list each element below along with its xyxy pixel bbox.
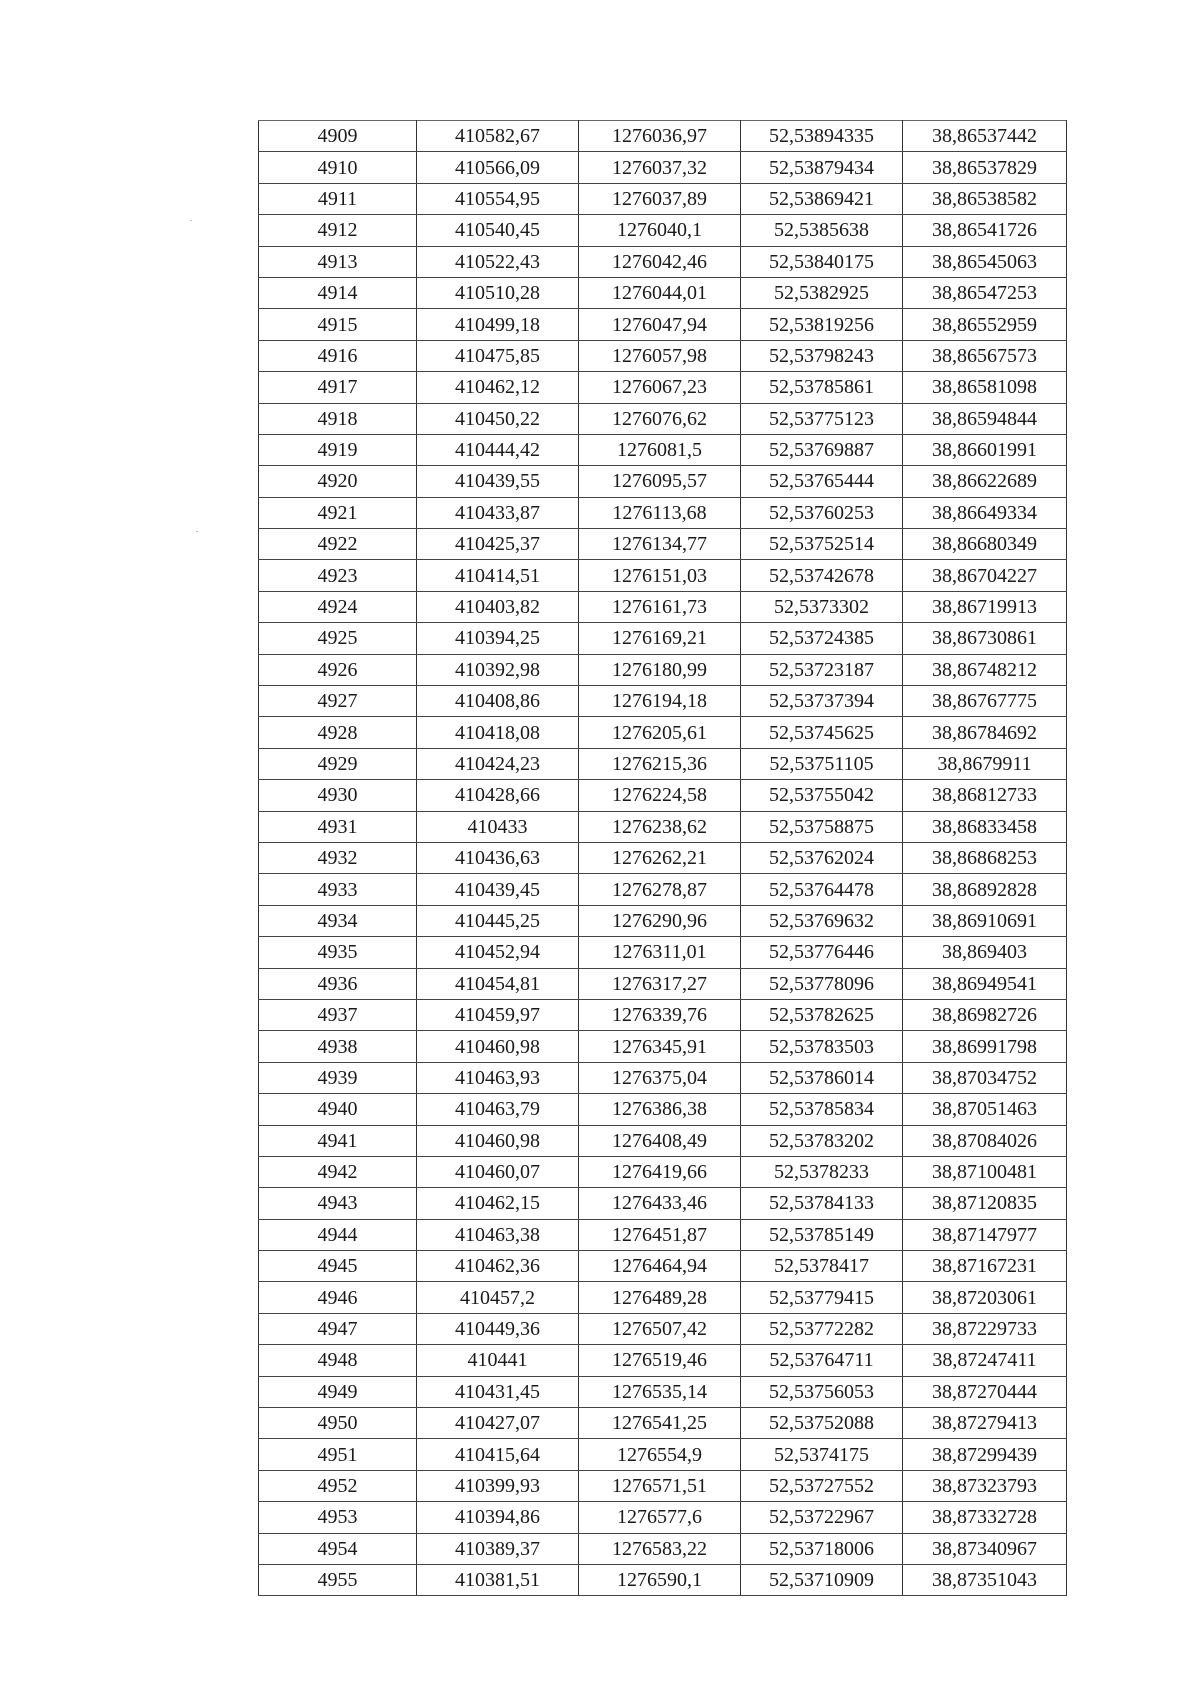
longitude-cell: 38,86719913 — [903, 591, 1067, 622]
latitude-cell: 52,53764478 — [741, 874, 903, 905]
table-row — [259, 686, 1067, 717]
latitude-cell: 52,53783202 — [741, 1125, 903, 1156]
point-number-cell: 4949 — [259, 1376, 417, 1407]
longitude-cell: 38,87147977 — [903, 1219, 1067, 1250]
longitude-cell: 38,87167231 — [903, 1251, 1067, 1282]
point-number-cell: 4939 — [259, 1062, 417, 1093]
latitude-cell: 52,53786014 — [741, 1062, 903, 1093]
table-row — [259, 246, 1067, 277]
x-coordinate-cell: 410463,38 — [417, 1219, 579, 1250]
latitude-cell: 52,53840175 — [741, 246, 903, 277]
y-coordinate-cell: 1276151,03 — [579, 560, 741, 591]
table-row — [259, 905, 1067, 936]
point-number-cell: 4943 — [259, 1188, 417, 1219]
table-row — [259, 717, 1067, 748]
latitude-cell: 52,5378233 — [741, 1156, 903, 1187]
y-coordinate-cell: 1276590,1 — [579, 1564, 741, 1595]
x-coordinate-cell: 410425,37 — [417, 529, 579, 560]
y-coordinate-cell: 1276290,96 — [579, 905, 741, 936]
y-coordinate-cell: 1276095,57 — [579, 466, 741, 497]
longitude-cell: 38,86991798 — [903, 1031, 1067, 1062]
x-coordinate-cell: 410408,86 — [417, 686, 579, 717]
longitude-cell: 38,87247411 — [903, 1345, 1067, 1376]
point-number-cell: 4914 — [259, 277, 417, 308]
table-row — [259, 748, 1067, 779]
longitude-cell: 38,86680349 — [903, 529, 1067, 560]
longitude-cell: 38,86784692 — [903, 717, 1067, 748]
longitude-cell: 38,86910691 — [903, 905, 1067, 936]
table-row — [259, 1439, 1067, 1470]
y-coordinate-cell: 1276433,46 — [579, 1188, 741, 1219]
y-coordinate-cell: 1276419,66 — [579, 1156, 741, 1187]
latitude-cell: 52,53765444 — [741, 466, 903, 497]
table-row — [259, 1188, 1067, 1219]
latitude-cell: 52,53778096 — [741, 968, 903, 999]
latitude-cell: 52,5374175 — [741, 1439, 903, 1470]
x-coordinate-cell: 410475,85 — [417, 340, 579, 371]
x-coordinate-cell: 410450,22 — [417, 403, 579, 434]
point-number-cell: 4924 — [259, 591, 417, 622]
point-number-cell: 4951 — [259, 1439, 417, 1470]
y-coordinate-cell: 1276113,68 — [579, 497, 741, 528]
table-row — [259, 215, 1067, 246]
table-row — [259, 874, 1067, 905]
point-number-cell: 4910 — [259, 152, 417, 183]
y-coordinate-cell: 1276554,9 — [579, 1439, 741, 1470]
x-coordinate-cell: 410522,43 — [417, 246, 579, 277]
longitude-cell: 38,86812733 — [903, 780, 1067, 811]
longitude-cell: 38,87034752 — [903, 1062, 1067, 1093]
x-coordinate-cell: 410566,09 — [417, 152, 579, 183]
latitude-cell: 52,53752514 — [741, 529, 903, 560]
y-coordinate-cell: 1276311,01 — [579, 937, 741, 968]
table-row — [259, 1062, 1067, 1093]
y-coordinate-cell: 1276044,01 — [579, 277, 741, 308]
y-coordinate-cell: 1276583,22 — [579, 1533, 741, 1564]
latitude-cell: 52,53764711 — [741, 1345, 903, 1376]
longitude-cell: 38,86594844 — [903, 403, 1067, 434]
table-row — [259, 340, 1067, 371]
point-number-cell: 4922 — [259, 529, 417, 560]
y-coordinate-cell: 1276262,21 — [579, 842, 741, 873]
longitude-cell: 38,87351043 — [903, 1564, 1067, 1595]
y-coordinate-cell: 1276339,76 — [579, 999, 741, 1030]
x-coordinate-cell: 410462,12 — [417, 372, 579, 403]
x-coordinate-cell: 410428,66 — [417, 780, 579, 811]
x-coordinate-cell: 410444,42 — [417, 434, 579, 465]
point-number-cell: 4915 — [259, 309, 417, 340]
y-coordinate-cell: 1276215,36 — [579, 748, 741, 779]
x-coordinate-cell: 410457,2 — [417, 1282, 579, 1313]
y-coordinate-cell: 1276375,04 — [579, 1062, 741, 1093]
table-row — [259, 1094, 1067, 1125]
x-coordinate-cell: 410381,51 — [417, 1564, 579, 1595]
point-number-cell: 4952 — [259, 1470, 417, 1501]
longitude-cell: 38,86622689 — [903, 466, 1067, 497]
table-row — [259, 403, 1067, 434]
latitude-cell: 52,53775123 — [741, 403, 903, 434]
x-coordinate-cell: 410424,23 — [417, 748, 579, 779]
latitude-cell: 52,53723187 — [741, 654, 903, 685]
y-coordinate-cell: 1276180,99 — [579, 654, 741, 685]
latitude-cell: 52,53724385 — [741, 623, 903, 654]
x-coordinate-cell: 410392,98 — [417, 654, 579, 685]
latitude-cell: 52,53727552 — [741, 1470, 903, 1501]
point-number-cell: 4933 — [259, 874, 417, 905]
table-row — [259, 1156, 1067, 1187]
longitude-cell: 38,87084026 — [903, 1125, 1067, 1156]
latitude-cell: 52,53710909 — [741, 1564, 903, 1595]
point-number-cell: 4921 — [259, 497, 417, 528]
x-coordinate-cell: 410540,45 — [417, 215, 579, 246]
longitude-cell: 38,86704227 — [903, 560, 1067, 591]
longitude-cell: 38,87279413 — [903, 1408, 1067, 1439]
latitude-cell: 52,53819256 — [741, 309, 903, 340]
y-coordinate-cell: 1276345,91 — [579, 1031, 741, 1062]
x-coordinate-cell: 410394,86 — [417, 1502, 579, 1533]
table-row — [259, 1345, 1067, 1376]
x-coordinate-cell: 410403,82 — [417, 591, 579, 622]
x-coordinate-cell: 410460,07 — [417, 1156, 579, 1187]
longitude-cell: 38,869403 — [903, 937, 1067, 968]
table-row — [259, 780, 1067, 811]
longitude-cell: 38,86868253 — [903, 842, 1067, 873]
y-coordinate-cell: 1276224,58 — [579, 780, 741, 811]
longitude-cell: 38,86541726 — [903, 215, 1067, 246]
point-number-cell: 4942 — [259, 1156, 417, 1187]
point-number-cell: 4917 — [259, 372, 417, 403]
point-number-cell: 4928 — [259, 717, 417, 748]
latitude-cell: 52,53785861 — [741, 372, 903, 403]
latitude-cell: 52,53755042 — [741, 780, 903, 811]
longitude-cell: 38,86649334 — [903, 497, 1067, 528]
table-row — [259, 1313, 1067, 1344]
point-number-cell: 4919 — [259, 434, 417, 465]
longitude-cell: 38,87051463 — [903, 1094, 1067, 1125]
table-row — [259, 842, 1067, 873]
x-coordinate-cell: 410459,97 — [417, 999, 579, 1030]
point-number-cell: 4938 — [259, 1031, 417, 1062]
point-number-cell: 4944 — [259, 1219, 417, 1250]
y-coordinate-cell: 1276238,62 — [579, 811, 741, 842]
latitude-cell: 52,5378417 — [741, 1251, 903, 1282]
point-number-cell: 4932 — [259, 842, 417, 873]
x-coordinate-cell: 410582,67 — [417, 121, 579, 152]
latitude-cell: 52,53742678 — [741, 560, 903, 591]
table-row — [259, 1376, 1067, 1407]
table-row — [259, 1564, 1067, 1595]
point-number-cell: 4931 — [259, 811, 417, 842]
x-coordinate-cell: 410452,94 — [417, 937, 579, 968]
table-row — [259, 1533, 1067, 1564]
latitude-cell: 52,5385638 — [741, 215, 903, 246]
point-number-cell: 4945 — [259, 1251, 417, 1282]
y-coordinate-cell: 1276451,87 — [579, 1219, 741, 1250]
latitude-cell: 52,53751105 — [741, 748, 903, 779]
longitude-cell: 38,86545063 — [903, 246, 1067, 277]
x-coordinate-cell: 410462,15 — [417, 1188, 579, 1219]
table-row — [259, 1251, 1067, 1282]
latitude-cell: 52,53784133 — [741, 1188, 903, 1219]
point-number-cell: 4930 — [259, 780, 417, 811]
longitude-cell: 38,86547253 — [903, 277, 1067, 308]
longitude-cell: 38,86767775 — [903, 686, 1067, 717]
y-coordinate-cell: 1276037,89 — [579, 183, 741, 214]
point-number-cell: 4911 — [259, 183, 417, 214]
table-row — [259, 152, 1067, 183]
x-coordinate-cell: 410439,55 — [417, 466, 579, 497]
point-number-cell: 4950 — [259, 1408, 417, 1439]
point-number-cell: 4918 — [259, 403, 417, 434]
table-row — [259, 999, 1067, 1030]
y-coordinate-cell: 1276535,14 — [579, 1376, 741, 1407]
point-number-cell: 4937 — [259, 999, 417, 1030]
table-row — [259, 591, 1067, 622]
x-coordinate-cell: 410418,08 — [417, 717, 579, 748]
table-row — [259, 372, 1067, 403]
x-coordinate-cell: 410433 — [417, 811, 579, 842]
latitude-cell: 52,53783503 — [741, 1031, 903, 1062]
latitude-cell: 52,53772282 — [741, 1313, 903, 1344]
coordinates-table-body — [259, 121, 1067, 1596]
x-coordinate-cell: 410431,45 — [417, 1376, 579, 1407]
longitude-cell: 38,86567573 — [903, 340, 1067, 371]
table-row — [259, 309, 1067, 340]
point-number-cell: 4946 — [259, 1282, 417, 1313]
longitude-cell: 38,87340967 — [903, 1533, 1067, 1564]
longitude-cell: 38,86537829 — [903, 152, 1067, 183]
point-number-cell: 4953 — [259, 1502, 417, 1533]
latitude-cell: 52,53756053 — [741, 1376, 903, 1407]
table-row — [259, 654, 1067, 685]
y-coordinate-cell: 1276541,25 — [579, 1408, 741, 1439]
longitude-cell: 38,87229733 — [903, 1313, 1067, 1344]
longitude-cell: 38,86537442 — [903, 121, 1067, 152]
x-coordinate-cell: 410389,37 — [417, 1533, 579, 1564]
longitude-cell: 38,86833458 — [903, 811, 1067, 842]
point-number-cell: 4916 — [259, 340, 417, 371]
y-coordinate-cell: 1276317,27 — [579, 968, 741, 999]
table-row — [259, 560, 1067, 591]
point-number-cell: 4941 — [259, 1125, 417, 1156]
longitude-cell: 38,87270444 — [903, 1376, 1067, 1407]
latitude-cell: 52,53779415 — [741, 1282, 903, 1313]
longitude-cell: 38,86581098 — [903, 372, 1067, 403]
longitude-cell: 38,86949541 — [903, 968, 1067, 999]
y-coordinate-cell: 1276205,61 — [579, 717, 741, 748]
x-coordinate-cell: 410415,64 — [417, 1439, 579, 1470]
latitude-cell: 52,53718006 — [741, 1533, 903, 1564]
table-row — [259, 1282, 1067, 1313]
x-coordinate-cell: 410445,25 — [417, 905, 579, 936]
latitude-cell: 52,53752088 — [741, 1408, 903, 1439]
table-row — [259, 811, 1067, 842]
longitude-cell: 38,87120835 — [903, 1188, 1067, 1219]
table-row — [259, 466, 1067, 497]
table-row — [259, 529, 1067, 560]
y-coordinate-cell: 1276081,5 — [579, 434, 741, 465]
longitude-cell: 38,86552959 — [903, 309, 1067, 340]
y-coordinate-cell: 1276278,87 — [579, 874, 741, 905]
scan-speck — [190, 220, 192, 221]
point-number-cell: 4935 — [259, 937, 417, 968]
latitude-cell: 52,53762024 — [741, 842, 903, 873]
x-coordinate-cell: 410436,63 — [417, 842, 579, 873]
longitude-cell: 38,87299439 — [903, 1439, 1067, 1470]
y-coordinate-cell: 1276076,62 — [579, 403, 741, 434]
y-coordinate-cell: 1276169,21 — [579, 623, 741, 654]
point-number-cell: 4929 — [259, 748, 417, 779]
latitude-cell: 52,53737394 — [741, 686, 903, 717]
point-number-cell: 4923 — [259, 560, 417, 591]
latitude-cell: 52,53776446 — [741, 937, 903, 968]
y-coordinate-cell: 1276040,1 — [579, 215, 741, 246]
coordinates-table — [258, 120, 1067, 1596]
table-row — [259, 1219, 1067, 1250]
longitude-cell: 38,87323793 — [903, 1470, 1067, 1501]
x-coordinate-cell: 410499,18 — [417, 309, 579, 340]
table-row — [259, 183, 1067, 214]
table-row — [259, 497, 1067, 528]
y-coordinate-cell: 1276386,38 — [579, 1094, 741, 1125]
table-row — [259, 1408, 1067, 1439]
longitude-cell: 38,86982726 — [903, 999, 1067, 1030]
y-coordinate-cell: 1276571,51 — [579, 1470, 741, 1501]
y-coordinate-cell: 1276036,97 — [579, 121, 741, 152]
table-row — [259, 1470, 1067, 1501]
latitude-cell: 52,53879434 — [741, 152, 903, 183]
x-coordinate-cell: 410462,36 — [417, 1251, 579, 1282]
point-number-cell: 4947 — [259, 1313, 417, 1344]
latitude-cell: 52,5373302 — [741, 591, 903, 622]
x-coordinate-cell: 410463,93 — [417, 1062, 579, 1093]
point-number-cell: 4954 — [259, 1533, 417, 1564]
longitude-cell: 38,8679911 — [903, 748, 1067, 779]
x-coordinate-cell: 410460,98 — [417, 1125, 579, 1156]
table-row — [259, 121, 1067, 152]
longitude-cell: 38,87332728 — [903, 1502, 1067, 1533]
point-number-cell: 4909 — [259, 121, 417, 152]
y-coordinate-cell: 1276519,46 — [579, 1345, 741, 1376]
x-coordinate-cell: 410554,95 — [417, 183, 579, 214]
latitude-cell: 52,53798243 — [741, 340, 903, 371]
latitude-cell: 52,53894335 — [741, 121, 903, 152]
x-coordinate-cell: 410454,81 — [417, 968, 579, 999]
x-coordinate-cell: 410441 — [417, 1345, 579, 1376]
point-number-cell: 4927 — [259, 686, 417, 717]
x-coordinate-cell: 410433,87 — [417, 497, 579, 528]
x-coordinate-cell: 410427,07 — [417, 1408, 579, 1439]
longitude-cell: 38,86538582 — [903, 183, 1067, 214]
x-coordinate-cell: 410394,25 — [417, 623, 579, 654]
y-coordinate-cell: 1276194,18 — [579, 686, 741, 717]
point-number-cell: 4936 — [259, 968, 417, 999]
point-number-cell: 4912 — [259, 215, 417, 246]
point-number-cell: 4925 — [259, 623, 417, 654]
longitude-cell: 38,86892828 — [903, 874, 1067, 905]
table-row — [259, 1031, 1067, 1062]
latitude-cell: 52,53745625 — [741, 717, 903, 748]
latitude-cell: 52,53869421 — [741, 183, 903, 214]
latitude-cell: 52,53769887 — [741, 434, 903, 465]
table-row — [259, 434, 1067, 465]
x-coordinate-cell: 410460,98 — [417, 1031, 579, 1062]
table-row — [259, 968, 1067, 999]
y-coordinate-cell: 1276134,77 — [579, 529, 741, 560]
latitude-cell: 52,53758875 — [741, 811, 903, 842]
x-coordinate-cell: 410399,93 — [417, 1470, 579, 1501]
table-row — [259, 1125, 1067, 1156]
y-coordinate-cell: 1276037,32 — [579, 152, 741, 183]
y-coordinate-cell: 1276047,94 — [579, 309, 741, 340]
y-coordinate-cell: 1276577,6 — [579, 1502, 741, 1533]
y-coordinate-cell: 1276042,46 — [579, 246, 741, 277]
x-coordinate-cell: 410414,51 — [417, 560, 579, 591]
longitude-cell: 38,86601991 — [903, 434, 1067, 465]
x-coordinate-cell: 410449,36 — [417, 1313, 579, 1344]
scan-speck — [196, 531, 198, 532]
y-coordinate-cell: 1276464,94 — [579, 1251, 741, 1282]
longitude-cell: 38,86730861 — [903, 623, 1067, 654]
x-coordinate-cell: 410439,45 — [417, 874, 579, 905]
longitude-cell: 38,87203061 — [903, 1282, 1067, 1313]
y-coordinate-cell: 1276057,98 — [579, 340, 741, 371]
y-coordinate-cell: 1276067,23 — [579, 372, 741, 403]
table-row — [259, 623, 1067, 654]
longitude-cell: 38,87100481 — [903, 1156, 1067, 1187]
table-row — [259, 937, 1067, 968]
table-row — [259, 1502, 1067, 1533]
x-coordinate-cell: 410510,28 — [417, 277, 579, 308]
x-coordinate-cell: 410463,79 — [417, 1094, 579, 1125]
latitude-cell: 52,53760253 — [741, 497, 903, 528]
point-number-cell: 4948 — [259, 1345, 417, 1376]
latitude-cell: 52,53782625 — [741, 999, 903, 1030]
point-number-cell: 4955 — [259, 1564, 417, 1595]
point-number-cell: 4940 — [259, 1094, 417, 1125]
y-coordinate-cell: 1276161,73 — [579, 591, 741, 622]
point-number-cell: 4926 — [259, 654, 417, 685]
y-coordinate-cell: 1276408,49 — [579, 1125, 741, 1156]
y-coordinate-cell: 1276507,42 — [579, 1313, 741, 1344]
longitude-cell: 38,86748212 — [903, 654, 1067, 685]
latitude-cell: 52,5382925 — [741, 277, 903, 308]
point-number-cell: 4913 — [259, 246, 417, 277]
point-number-cell: 4920 — [259, 466, 417, 497]
latitude-cell: 52,53722967 — [741, 1502, 903, 1533]
y-coordinate-cell: 1276489,28 — [579, 1282, 741, 1313]
latitude-cell: 52,53785834 — [741, 1094, 903, 1125]
point-number-cell: 4934 — [259, 905, 417, 936]
table-row — [259, 277, 1067, 308]
latitude-cell: 52,53769632 — [741, 905, 903, 936]
latitude-cell: 52,53785149 — [741, 1219, 903, 1250]
